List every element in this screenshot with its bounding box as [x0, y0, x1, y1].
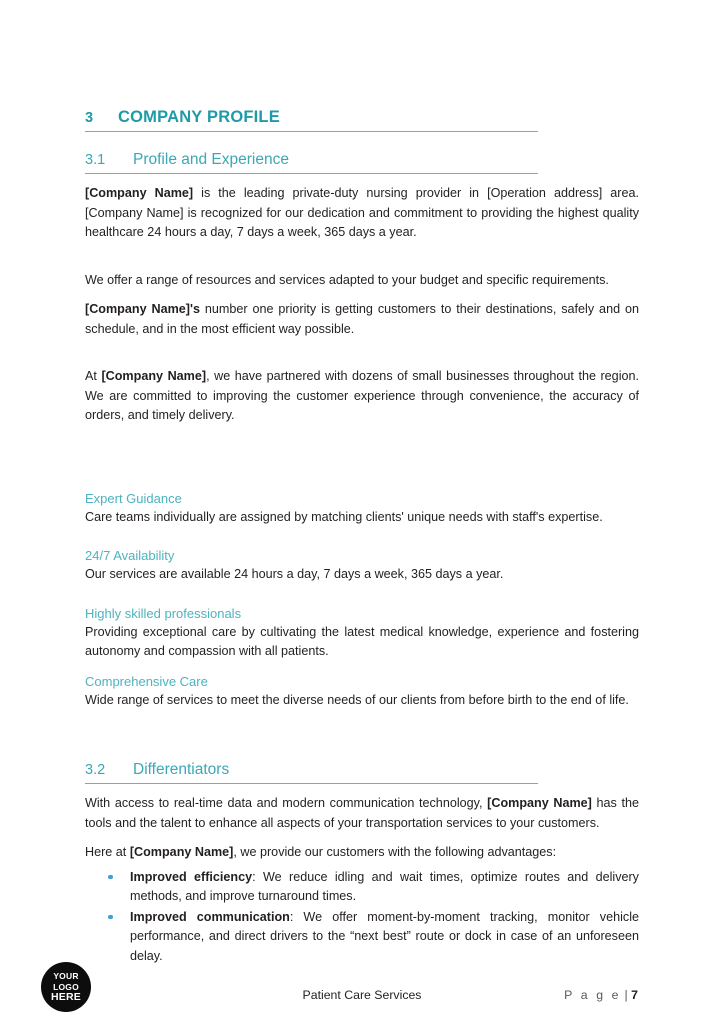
paragraph-partnered-text: , we have partnered with dozens of small businesses throughout the region. We are committed to improving the customer experience through convenience, the accuracy of orders, and timely delivery.: [85, 369, 639, 422]
paragraph-intro: [85, 184, 639, 243]
footer-page-label: P a g e: [564, 988, 622, 1002]
heading-company-profile: [85, 108, 639, 127]
paragraph-priority-text: number one priority is getting customers to their destinations, safely and on schedule, and in the most efficient way possible.: [85, 302, 639, 336]
bullet-dot-icon: [108, 915, 113, 920]
heading-differentiators: [85, 761, 639, 779]
company-logo: [41, 962, 91, 1012]
subheading-number-31: 3.1: [85, 152, 106, 168]
paragraph-partnered: [85, 367, 639, 426]
logo-line-3: HERE: [51, 991, 81, 1004]
heading-text: COMPANY PROFILE: [118, 108, 280, 126]
paragraph-realtime-text: has the tools and the talent to enhance all aspects of your transportation services to your customers.: [85, 796, 640, 830]
paragraph-advantages-intro: [85, 843, 639, 863]
paragraph-intro-text: is the leading private-duty nursing provider in [Operation address] area. [Company Name] is recognized for our dedication and commitment to providing the highest quality healthcare 24 hours a day, 7 days a week, 365 days a year.: [85, 186, 639, 239]
footer-page-number: 7: [631, 988, 638, 1002]
paragraph-priority: [85, 300, 639, 339]
paragraph-realtime-data: [85, 794, 639, 833]
subheading-text-31: Profile and Experience: [133, 151, 289, 168]
paragraph-realtime-prefix: With access to real-time data and modern communication technology,: [85, 796, 488, 810]
paragraph-advantages-text: , we provide our customers with the following advantages:: [233, 845, 557, 859]
bullet-title-communication: Improved communication: [130, 909, 290, 924]
list-item: [85, 868, 639, 907]
paragraph-resources: We offer a range of resources and services adapted to your budget and specific requirements.: [85, 272, 609, 287]
company-name-bold: [Company Name]'s: [85, 302, 200, 316]
logo-line-2: LOGO: [53, 981, 79, 992]
feature-text-skilled-professionals: Providing exceptional care by cultivating the latest medical knowledge, experience and fostering autonomy and compassion with all patients.: [85, 624, 639, 658]
logo-line-1: YOUR: [53, 971, 79, 982]
company-name-bold: [Company Name]: [85, 186, 194, 200]
bullet-title-efficiency: Improved efficiency: [130, 869, 253, 884]
bullet-text-communication: : We offer moment-by-moment tracking, monitor vehicle performance, and direct drivers to the “next best” route or dock in case of an unforeseen delay.: [130, 909, 639, 963]
document-content: [85, 108, 639, 967]
footer-title: Patient Care Services: [302, 988, 422, 1002]
feature-heading-skilled-professionals: Highly skilled professionals: [85, 605, 242, 621]
company-name-bold: [Company Name]: [129, 845, 234, 859]
feature-heading-availability: 24/7 Availability: [85, 548, 175, 563]
bullet-text-efficiency: : We reduce idling and wait times, optimize routes and delivery methods, and improve turnaround times.: [130, 869, 639, 903]
company-name-bold: [Company Name]: [101, 369, 207, 383]
feature-text-availability: Our services are available 24 hours a day, 7 days a week, 365 days a year.: [85, 567, 504, 581]
subheading-text-32: Differentiators: [133, 761, 230, 778]
feature-heading-expert-guidance: Expert Guidance: [85, 490, 182, 506]
footer-page-separator: |: [624, 988, 628, 1002]
paragraph-advantages-prefix: Here at: [85, 845, 130, 859]
feature-heading-comprehensive-care: Comprehensive Care: [85, 673, 208, 689]
feature-text-expert-guidance: Care teams individually are assigned by matching clients' unique needs with staff's expertise.: [85, 509, 603, 524]
footer-page-indicator: [564, 988, 638, 1002]
paragraph-partnered-prefix: At: [85, 369, 102, 383]
subheading-number-32: 3.2: [85, 762, 106, 778]
company-name-bold: [Company Name]: [487, 796, 592, 810]
advantages-list: [85, 868, 639, 967]
bullet-dot-icon: [108, 875, 113, 880]
heading-number: 3: [85, 110, 94, 126]
list-item: [85, 908, 639, 967]
feature-text-comprehensive-care: Wide range of services to meet the diverse needs of our clients from before birth to the end of life.: [85, 692, 629, 707]
heading-profile-and-experience: [85, 151, 639, 169]
